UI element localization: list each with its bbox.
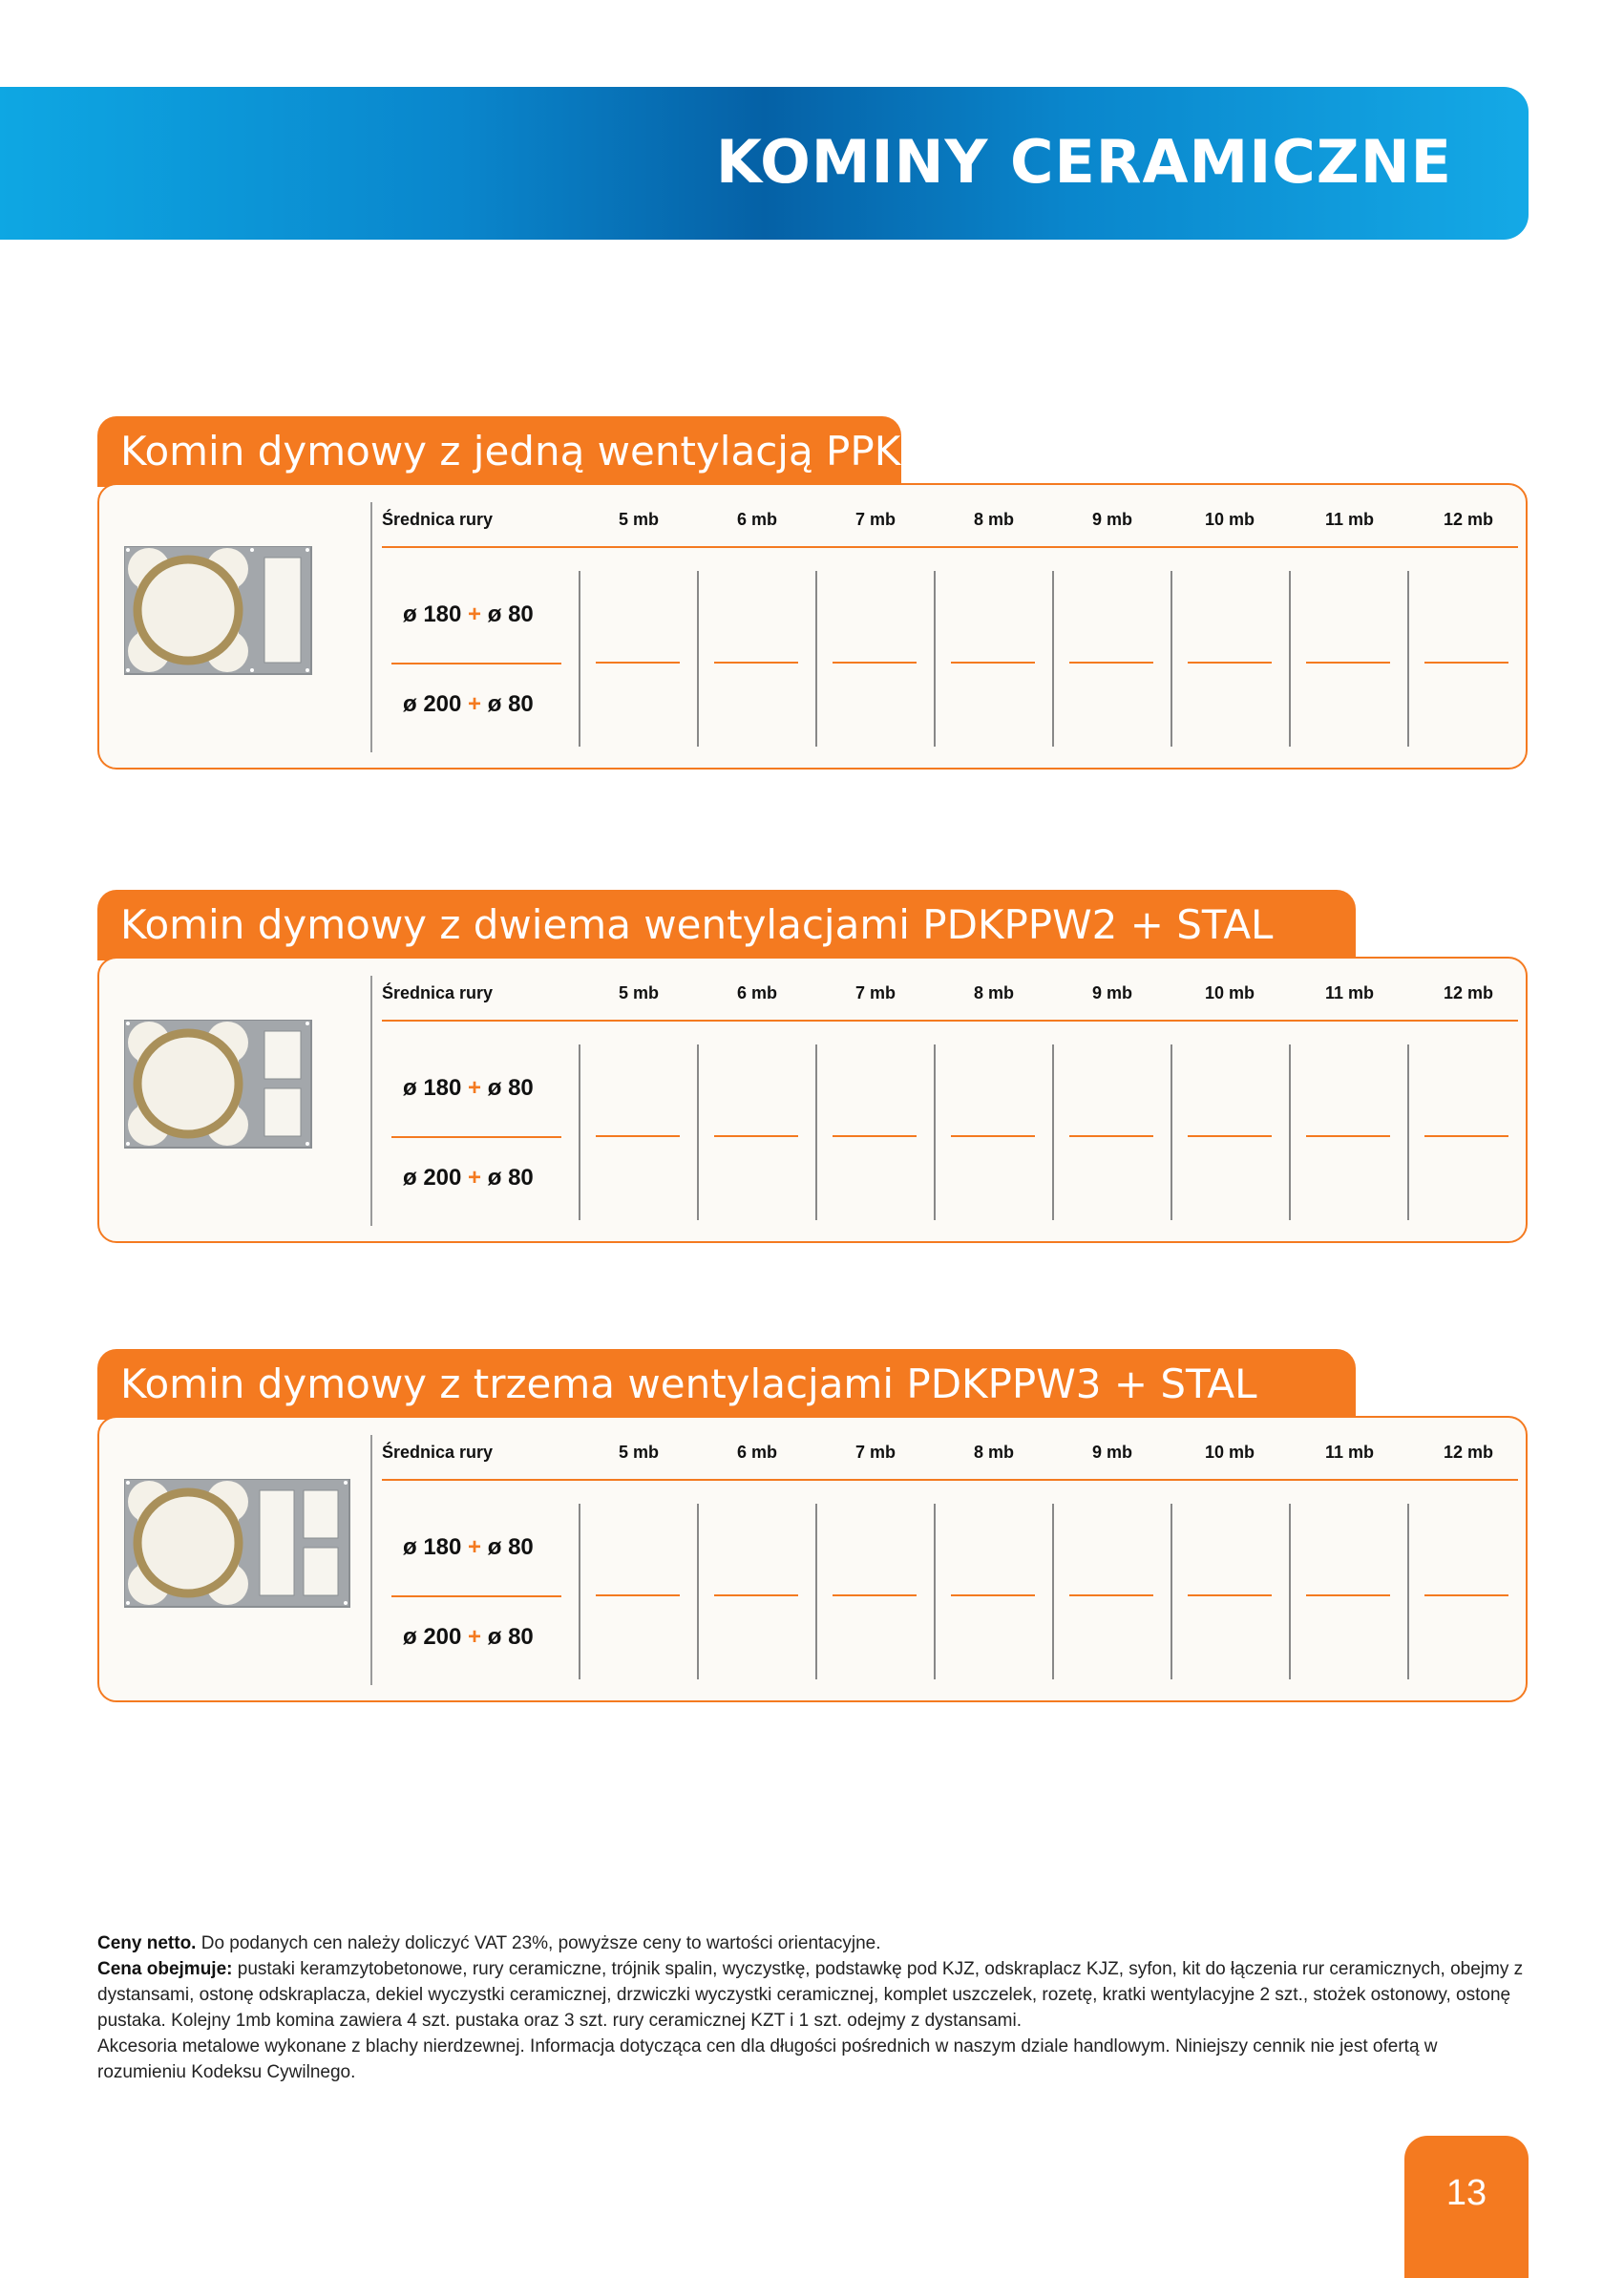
column-rule	[1171, 1504, 1172, 1679]
column-header: 10 mb	[1205, 1443, 1255, 1462]
price-cell	[1306, 662, 1390, 664]
page-title: KOMINY CERAMICZNE	[715, 127, 1452, 197]
price-cell	[1069, 1135, 1153, 1137]
column-rule	[579, 1044, 580, 1220]
price-cell	[714, 662, 798, 664]
row-separator	[391, 1136, 561, 1138]
column-rule	[1289, 1044, 1291, 1220]
price-cell	[1424, 1135, 1508, 1137]
header-rule	[382, 1020, 1518, 1022]
header-rule	[382, 546, 1518, 548]
column-header: 10 mb	[1205, 983, 1255, 1002]
price-cell	[596, 1594, 680, 1596]
column-rule	[1052, 571, 1054, 747]
column-header: 10 mb	[1205, 510, 1255, 529]
column-rule	[1407, 1504, 1409, 1679]
column-rule	[697, 1504, 699, 1679]
price-cell	[1188, 1135, 1272, 1137]
price-cell	[1424, 662, 1508, 664]
column-rule	[1407, 1044, 1409, 1220]
price-cell	[951, 1594, 1035, 1596]
column-rule	[1289, 1504, 1291, 1679]
chimney-block-3-vent-image	[124, 1479, 353, 1614]
column-rule	[934, 571, 936, 747]
column-rule	[697, 571, 699, 747]
header-banner	[0, 87, 1529, 240]
price-cell	[596, 1135, 680, 1137]
column-rule	[1052, 1044, 1054, 1220]
price-cell	[714, 1594, 798, 1596]
column-header: 11 mb	[1325, 983, 1375, 1002]
column-rule	[815, 1504, 817, 1679]
table-header	[382, 983, 1518, 1006]
divider	[370, 502, 372, 752]
price-cell	[833, 662, 917, 664]
price-cell	[1069, 662, 1153, 664]
column-rule	[934, 1504, 936, 1679]
section-title: Komin dymowy z dwiema wentylacjami PDKPPW2 + STAL	[97, 890, 1356, 960]
chimney-block-1-vent-image	[124, 546, 315, 681]
price-cell	[833, 1594, 917, 1596]
column-header: 5 mb	[619, 510, 660, 529]
column-header-diameter: Średnica rury	[382, 983, 494, 1002]
footer-notes	[97, 1930, 1529, 2085]
column-header: 8 mb	[974, 1443, 1015, 1462]
header-rule	[382, 1479, 1518, 1481]
column-header: 9 mb	[1092, 1443, 1133, 1462]
column-rule	[815, 571, 817, 747]
column-header: 7 mb	[855, 1443, 896, 1462]
price-cell	[596, 662, 680, 664]
price-table	[97, 1416, 1528, 1702]
price-table	[97, 483, 1528, 770]
table-header	[382, 510, 1518, 533]
column-header: 12 mb	[1444, 1443, 1494, 1462]
row-separator	[391, 1595, 561, 1597]
column-rule	[579, 1504, 580, 1679]
note-accessories: Akcesoria metalowe wykonane z blachy nierdzewnej. Informacja dotycząca cen dla długości pośrednich w naszym dziale handlowym. Niniejszy cennik nie jest ofertą w rozumieniu Kodeksu Cywilnego.	[97, 2036, 1438, 2082]
row-label: ø 200 + ø 80	[403, 691, 534, 717]
column-header: 7 mb	[855, 983, 896, 1002]
divider	[370, 1435, 372, 1685]
column-header: 11 mb	[1325, 1443, 1375, 1462]
row-label: ø 180 + ø 80	[403, 601, 534, 627]
price-cell	[1306, 1594, 1390, 1596]
price-cell	[714, 1135, 798, 1137]
column-rule	[1289, 571, 1291, 747]
row-label: ø 200 + ø 80	[403, 1624, 534, 1650]
column-header: 11 mb	[1325, 510, 1375, 529]
row-label: ø 180 + ø 80	[403, 1075, 534, 1101]
column-header: 8 mb	[974, 510, 1015, 529]
column-header: 6 mb	[737, 1443, 778, 1462]
column-header: 7 mb	[855, 510, 896, 529]
note-price-includes: Cena obejmuje: pustaki keramzytobetonowe, rury ceramiczne, trójnik spalin, wyczystkę, podstawkę pod KJZ, odskraplacz KJZ, syfon, kit do łączenia rur ceramicznych, obejmy z dystansami, ostonę odskraplacza, dekiel wyczystki ceramicznej, drzwiczki wyczystki ceramicznej, komplet uszczelek, rozetę, kratki wentylacyjne 2 szt., stożek ostonowy, ostonę pustaka. Kolejny 1mb komina zawiera 4 szt. pustaka oraz 3 szt. rury ceramicznej KZT i 1 szt. odejmy z dystansami.	[97, 1959, 1524, 2031]
price-cell	[951, 662, 1035, 664]
price-cell	[1424, 1594, 1508, 1596]
divider	[370, 976, 372, 1226]
price-cell	[833, 1135, 917, 1137]
price-cell	[951, 1135, 1035, 1137]
column-rule	[697, 1044, 699, 1220]
section-title: Komin dymowy z jedną wentylacją PPK	[97, 416, 901, 487]
column-rule	[1171, 1044, 1172, 1220]
column-header: 5 mb	[619, 983, 660, 1002]
table-header	[382, 1443, 1518, 1466]
column-rule	[815, 1044, 817, 1220]
price-table	[97, 957, 1528, 1243]
price-cell	[1188, 662, 1272, 664]
chimney-block-2-vent-image	[124, 1020, 315, 1154]
column-rule	[1052, 1504, 1054, 1679]
column-header: 6 mb	[737, 510, 778, 529]
column-header: 8 mb	[974, 983, 1015, 1002]
column-header-diameter: Średnica rury	[382, 510, 494, 529]
column-rule	[579, 571, 580, 747]
column-header: 12 mb	[1444, 510, 1494, 529]
price-cell	[1069, 1594, 1153, 1596]
column-rule	[934, 1044, 936, 1220]
row-label: ø 180 + ø 80	[403, 1534, 534, 1560]
section-title: Komin dymowy z trzema wentylacjami PDKPPW3 + STAL	[97, 1349, 1356, 1420]
column-header: 12 mb	[1444, 983, 1494, 1002]
column-rule	[1171, 571, 1172, 747]
row-label: ø 200 + ø 80	[403, 1165, 534, 1191]
column-header: 9 mb	[1092, 510, 1133, 529]
column-header: 6 mb	[737, 983, 778, 1002]
column-header: 5 mb	[619, 1443, 660, 1462]
price-cell	[1306, 1135, 1390, 1137]
column-rule	[1407, 571, 1409, 747]
row-separator	[391, 663, 561, 664]
page-number: 13	[1404, 2136, 1529, 2278]
column-header-diameter: Średnica rury	[382, 1443, 494, 1462]
column-header: 9 mb	[1092, 983, 1133, 1002]
price-cell	[1188, 1594, 1272, 1596]
note-net-prices: Ceny netto. Do podanych cen należy doliczyć VAT 23%, powyższe ceny to wartości orientacyjne.	[97, 1933, 881, 1953]
